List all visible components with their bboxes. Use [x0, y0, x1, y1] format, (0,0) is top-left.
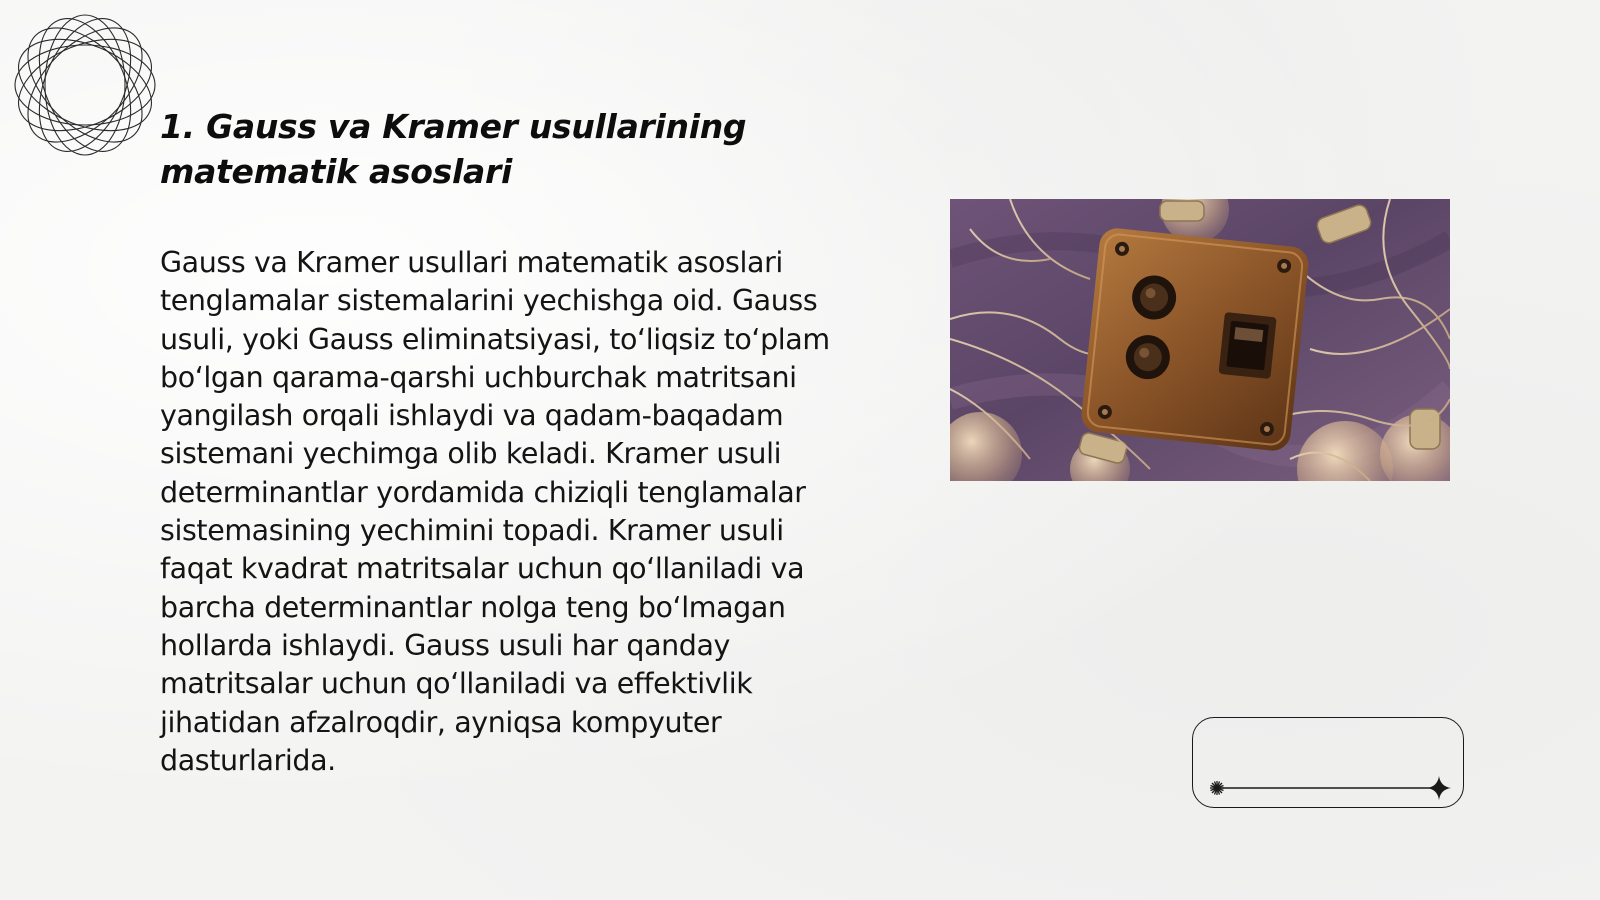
starburst-icon: [1210, 781, 1224, 795]
slide-title: 1. Gauss va Kramer usullarining matematik asoslari: [160, 107, 747, 191]
slide-body-text: Gauss va Kramer usullari matematik asoslari tenglamalar sistemalarini yechishga oid. Gauss usuli, yoki Gauss eliminatsiyasi, to‘liqsiz to‘plam bo‘lgan qarama-qarshi uchburchak matritsani yangilash orqali ishlaydi va qadam-baqadam sistemani yechimga olib keladi. Kramer usuli determinantlar yordamida chiziqli tenglamalar sistemasining yechimini topadi. Kramer usuli faqat kvadrat matritsalar uchun qo‘llaniladi va barcha determinantlar nolga teng bo‘lmagan hollarda ishlaydi. Gauss usuli har qanday matritsalar uchun qo‘llaniladi va effektivlik jihatidan afzalroqdir, ayniqsa kompyuter dasturlarida.: [160, 246, 830, 777]
sparkle-icon: [1427, 776, 1451, 800]
electrical-box-photo: [950, 199, 1450, 481]
spirograph-icon: [8, 8, 162, 162]
decorative-frame: [1192, 717, 1464, 808]
